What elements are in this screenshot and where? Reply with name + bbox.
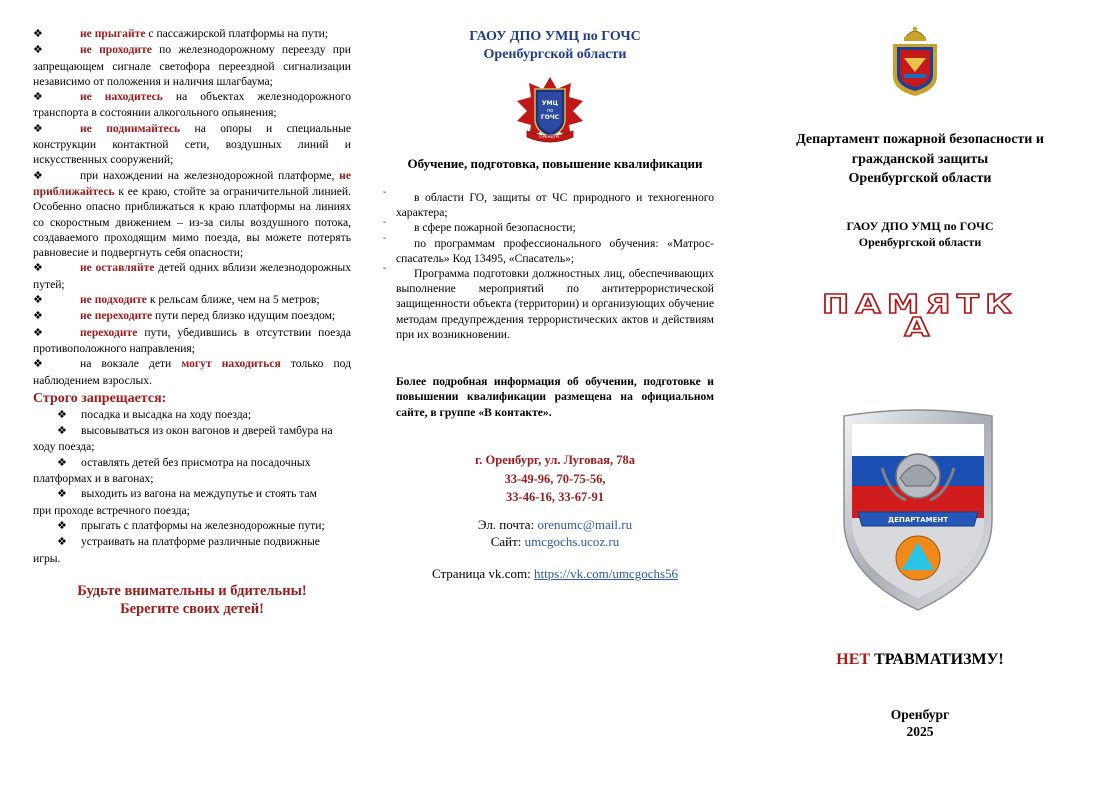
vk-row: Страница vk.com: https://vk.com/umcgochs56 [431,566,679,581]
svg-text:ДЕПАРТАМЕНТ: ДЕПАРТАМЕНТ [888,516,948,524]
org-right-line-1: ГАОУ ДПО УМЦ по ГОЧС [846,219,994,233]
diamond-bullet-icon: ❖ [33,326,43,339]
tilde-bullet-icon: ˜ [383,266,386,277]
safety-rule: ❖ не оставляйте детей одних вблизи железнодорожных путей; [33,261,351,291]
tilde-bullet-icon: ˜ [383,190,386,200]
safety-rules-list [33,26,351,388]
rule-emphasis: не переходите [80,309,153,323]
city: Оренбург [890,707,950,722]
emergency-shield-icon [838,408,998,613]
tilde-bullet-icon: ˜ [383,220,386,231]
prohibited-action: ❖ посадка и высадка на ходу поезда; [33,407,333,423]
closing-line-2: Берегите своих детей! [120,600,264,617]
prohibited-action: ❖ высовываться из окон вагонов и дверей тамбура на ходу поезда; [33,424,333,454]
email-row: Эл. почта: orenumc@mail.ru [477,517,633,532]
svg-text:по: по [546,108,554,114]
org-name-line-1: ГАОУ ДПО УМЦ по ГОЧС [469,29,641,44]
diamond-bullet-icon: ❖ [33,169,43,182]
diamond-bullet-icon: ❖ [57,408,67,421]
prohibited-action: ❖ устраивать на платформе различные подвижные игры. [33,535,320,565]
no-injuries-slogan [760,651,1080,669]
rule-emphasis: не приближайтесь [33,168,351,198]
phones-line-1: 33-49-96, 70-75-56, [504,471,606,486]
right-column [760,0,1080,785]
prohibited-action: ❖ оставлять детей без присмотра на посадочных платформах и в вагонах; [33,455,311,486]
training-item: ˜ в области ГО, защиты от ЧС природного и техногенного характера; [383,190,714,220]
diamond-bullet-icon: ❖ [33,28,43,40]
coat-of-arms-icon [890,24,940,98]
diamond-bullet-icon: ❖ [57,425,67,438]
pamyatka-line-1: ПАМЯТК [822,290,1018,320]
strict-prohibition-title: Строго запрещается: [33,390,167,406]
dept-line-1: Департамент пожарной безопасности и [796,132,1044,147]
pamyatka-title [770,290,1070,343]
address: г. Оренбург, ул. Луговая, 78а [475,453,635,467]
safety-rule: ❖ переходите пути, убедившись в отсутствии поезда противоположного направления; [33,325,351,355]
vk-link[interactable]: https://vk.com/umcgochs56 [533,566,679,581]
slogan-rest: ТРАВМАТИЗМУ! [870,651,1004,668]
training-item: ˜ в сфере пожарной безопасности; [383,220,576,235]
org-name-line-2: Оренбургской области [483,47,627,62]
rule-emphasis: не находитесь [80,90,163,104]
safety-rule: ❖ не переходите пути перед близко идущим поездом; [33,308,351,324]
dept-line-2: гражданской защиты [851,151,989,167]
safety-rule: ❖ не поднимайтесь на опоры и специальные конструкции контактной сети, воздушных линий и искусственных сооружений; [33,121,351,167]
organization-name [396,28,714,64]
closing-appeal [33,582,351,618]
pamyatka-line-2: А [904,313,936,343]
svg-text:ГОЧС: ГОЧС [540,114,560,121]
phones-line-2: 33-46-16, 33-67-91 [506,490,604,504]
rule-emphasis: переходите [80,325,138,339]
site-row: Сайт: umcgochs.ucoz.ru [490,534,620,549]
contacts-block [396,516,714,550]
middle-column [383,0,714,785]
diamond-bullet-icon: ❖ [33,358,43,371]
rule-emphasis: не подходите [80,293,147,307]
svg-text:УМЦ: УМЦ [541,100,559,107]
diamond-bullet-icon: ❖ [33,44,43,57]
diamond-bullet-icon: ❖ [57,488,67,501]
org-right-line-2: Оренбургской области [858,235,982,249]
year: 2025 [906,724,934,739]
email-link[interactable]: orenumc@mail.ru [537,517,633,532]
organization-name-right [760,218,1080,250]
diamond-bullet-icon: ❖ [57,456,67,469]
svg-text:ОРЕНБУРГ: ОРЕНБУРГ [539,134,561,139]
rule-emphasis: не оставляйте [80,261,155,275]
rule-emphasis: не проходите [80,43,152,57]
department-name [760,130,1080,189]
training-title: Обучение, подготовка, повышение квалификации [407,156,703,171]
site-link[interactable]: umcgochs.ucoz.ru [524,534,620,549]
umc-emblem-icon [513,75,587,145]
prohibited-action: ❖ прыгать с платформы на железнодорожные пути; [33,518,333,534]
safety-rule: ❖ не проходите по железнодорожному переезду при запрещающем сигнале светофора переездной сигнализации независимо от положения и наличия шлагбаума; [33,43,351,88]
prohibited-action: ❖ выходить из вагона на междупутье и стоять там при проходе встречного поезда; [33,487,317,517]
diamond-bullet-icon: ❖ [33,262,43,275]
prohibited-actions-list [33,407,333,566]
safety-rule: ❖ на вокзале дети могут находиться только под наблюдением взрослых. [33,357,352,387]
rule-emphasis: не поднимайтесь [80,121,181,135]
more-info-paragraph: Более подробная информация об обучении, подготовке и повышении квалификации размещена на официальном сайте, в группе «В контакте». [396,375,714,419]
address-block [396,451,714,507]
training-item: ˜ по программам профессионального обучения: «Матрос-спасатель» Код 13495, «Спасатель»; [383,235,714,265]
training-item: ˜ Программа подготовки должностных лиц, обеспечивающих выполнение мероприятий по антитеррористической защищенности объекта (территории) и организующих обучение методам предупреждения террористических актов и действиям при их возникновении. [383,266,714,341]
diamond-bullet-icon: ❖ [33,122,43,135]
closing-line-1: Будьте внимательны и бдительны! [77,582,307,599]
training-list [383,190,714,342]
diamond-bullet-icon: ❖ [33,294,43,307]
diamond-bullet-icon: ❖ [57,536,67,549]
rule-emphasis: могут находиться [181,357,281,371]
tilde-bullet-icon: ˜ [383,235,386,246]
safety-rule: ❖ не находитесь на объектах железнодорожного транспорта в состоянии алкогольного опьянения; [33,90,352,120]
city-year [760,706,1080,740]
dept-line-3: Оренбургской области [848,171,992,186]
safety-rule: ❖ не прыгайте с пассажирской платформы на пути; [33,26,351,42]
diamond-bullet-icon: ❖ [57,519,67,532]
safety-rule: ❖ при нахождении на железнодорожной платформе, не приближайтесь к ее краю, стойте за ограничительной линией. Особенно опасно приближаться к краю платформы на линиях со скоростным движением – из-за силы воздушного потока, создаваемого проходящим мимо поезда, вы можете потерять равновесие и подвергнуть себя опасности; [33,168,351,260]
slogan-no: НЕТ [836,651,871,668]
diamond-bullet-icon: ❖ [33,310,43,323]
rule-emphasis: не прыгайте [80,27,146,40]
diamond-bullet-icon: ❖ [33,91,43,104]
safety-rule: ❖ не подходите к рельсам ближе, чем на 5 метров; [33,292,351,308]
left-column [33,26,351,785]
